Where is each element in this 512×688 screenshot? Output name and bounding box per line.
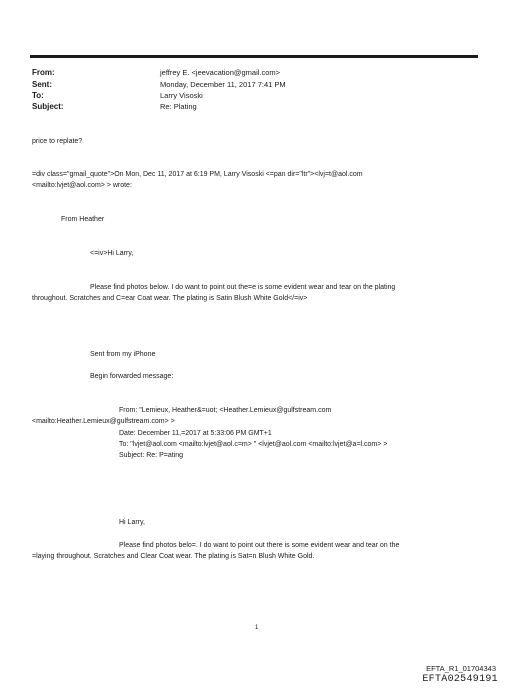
body-line: price to replate? <box>32 138 83 145</box>
body-line: To: "lvjet@aol.com <mailto:lvjet@aol.c=m> " <lvjet@aol.com <mailto:lvjet@a=l.com> > <box>119 441 388 448</box>
body-line: Subject: Re: P=ating <box>119 452 184 459</box>
body-line: Begin forwarded message: <box>90 373 174 380</box>
body-line: Hi Larry, <box>119 519 145 526</box>
from-label: From: <box>32 68 55 77</box>
header-rule <box>30 55 478 58</box>
bates-id-large: EFTA02549191 <box>422 674 498 685</box>
body-line: throughout. Scratches and C=ear Coat wear. The plating is Satin Blush White Gold</=iv> <box>32 295 308 302</box>
body-line: <=iv>Hi Larry, <box>90 250 134 257</box>
subject-label: Subject: <box>32 102 64 111</box>
sent-value: Monday, December 11, 2017 7:41 PM <box>160 80 286 89</box>
to-label: To: <box>32 91 44 100</box>
from-value: jeffrey E. <jeevacation@gmail.com> <box>160 68 281 77</box>
body-line: <mailto:Heather.Lemieux@gulfstream.com> > <box>32 418 175 425</box>
body-line: =div class="gmail_quote">On Mon, Dec 11, 2017 at 6:19 PM, Larry Visoski <=pan dir="ltr"><lvj=t@aol.com <box>32 171 363 178</box>
body-line: From: "Lemieux, Heather&=uot; <Heather.Lemieux@gulfstream.com <box>119 407 332 414</box>
body-line: =laying throughout. Scratches and Clear Coat wear. The plating is Sat=n Blush White Gold. <box>32 553 315 560</box>
to-value: Larry Visoski <box>160 91 203 100</box>
bates-id-small: EFTA_R1_01704343 <box>426 664 496 673</box>
page-number: 1 <box>255 625 259 631</box>
sent-label: Sent: <box>32 80 52 89</box>
body-line: <mailto:lvjet@aol.com> > wrote: <box>32 182 132 189</box>
body-line: Please find photos belo=. I do want to point out there is some evident wear and tear on the <box>119 542 400 549</box>
body-line: From Heather <box>61 216 105 223</box>
body-line: Date: December 11,=2017 at 5:33:06 PM GMT+1 <box>119 430 272 437</box>
body-line: Please find photos below. I do want to point out the=e is some evident wear and tear on the plating <box>90 284 396 291</box>
body-line: Sent from my iPhone <box>90 351 156 358</box>
subject-value: Re: Plating <box>160 102 197 111</box>
